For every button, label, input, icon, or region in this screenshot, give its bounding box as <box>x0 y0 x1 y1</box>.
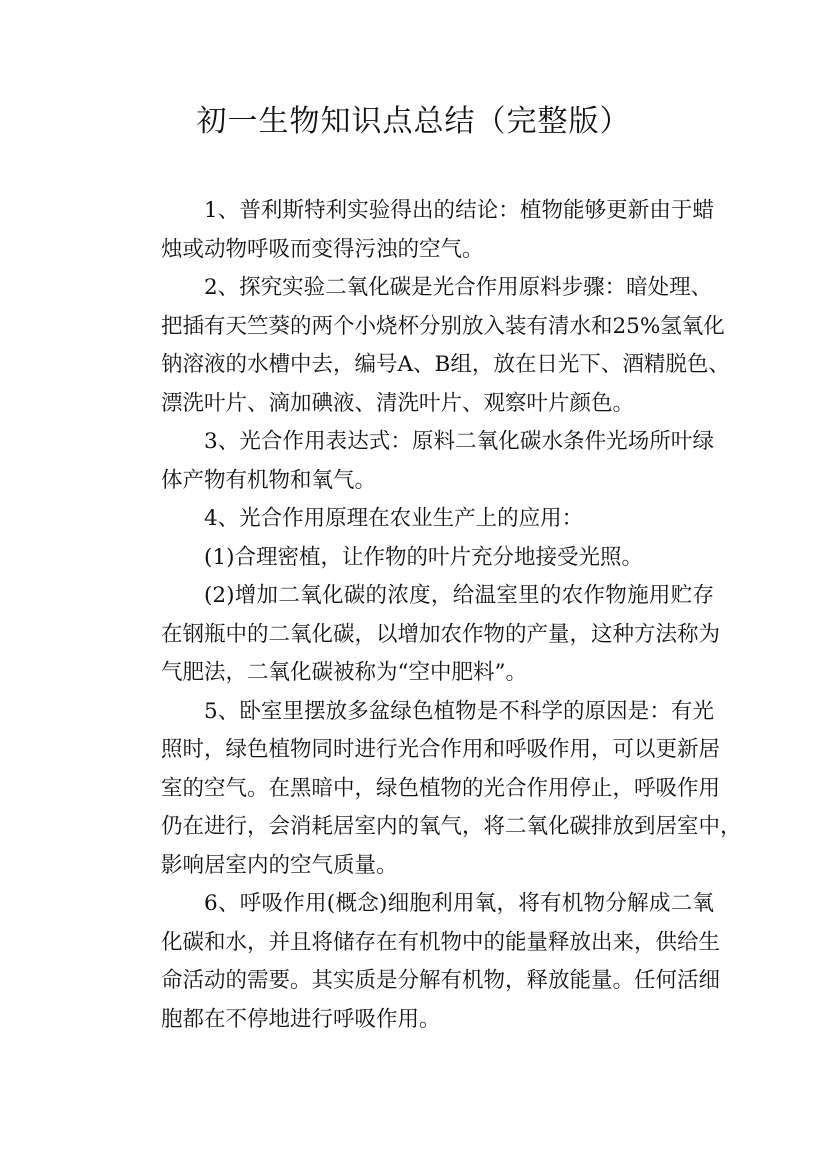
document-body <box>118 192 742 1039</box>
text-line: 5、卧室里摆放多盆绿色植物是不科学的原因是：有光 <box>204 698 714 724</box>
text-line: 4、光合作用原理在农业生产上的应用： <box>204 506 584 531</box>
text-line: 室的空气。在黑暗中，绿色植物的光合作用停止，呼吸作用 <box>161 775 721 801</box>
text-line: (1)合理密植，让作物的叶片充分地接受光照。 <box>204 544 643 570</box>
document-title: 初一生物知识点总结（完整版） <box>196 104 631 139</box>
text-line: 2、探究实验二氧化碳是光合作用原料步骤：暗处理、 <box>204 275 713 300</box>
paragraph-4-item-1 <box>118 539 714 578</box>
text-line: 在钢瓶中的二氧化碳，以增加农作物的产量，这种方法称为 <box>161 621 721 647</box>
text-line: 体产物有机物和氧气。 <box>161 467 377 493</box>
paragraph-6 <box>118 885 721 1039</box>
text-line: 化碳和水，并且将储存在有机物中的能量释放出来，供给生 <box>161 929 721 955</box>
text-line: 1、普利斯特利实验得出的结论：植物能够更新由于蜡 <box>204 198 714 223</box>
paragraph-2 <box>118 269 730 423</box>
text-line: 气肥法，二氧化碳被称为“空中肥料”。 <box>161 660 527 685</box>
paragraph-4-item-2 <box>118 577 721 693</box>
paragraph-3 <box>118 423 714 500</box>
text-line: 胞都在不停地进行呼吸作用。 <box>161 1006 441 1032</box>
text-line: 6、呼吸作用(概念)细胞利用氧，将有机物分解成二氧 <box>204 891 714 916</box>
text-line: 3、光合作用表达式：原料二氧化碳水条件光场所叶绿 <box>204 429 714 454</box>
paragraph-5 <box>118 693 742 886</box>
text-line: 仍在进行，会消耗居室内的氧气，将二氧化碳排放到居室中， <box>161 814 742 839</box>
paragraph-4 <box>118 500 714 539</box>
text-line: 漂洗叶片、滴加碘液、清洗叶片、观察叶片颜色。 <box>161 390 635 416</box>
text-line: 烛或动物呼吸而变得污浊的空气。 <box>161 236 484 262</box>
paragraph-1 <box>118 192 714 269</box>
text-line: (2)增加二氧化碳的浓度，给温室里的农作物施用贮存 <box>204 583 714 608</box>
text-line: 照时，绿色植物同时进行光合作用和呼吸作用，可以更新居 <box>161 737 721 762</box>
text-line: 钠溶液的水槽中去，编号A、B组，放在日光下、酒精脱色、 <box>161 352 730 377</box>
text-line: 命活动的需要。其实质是分解有机物，释放能量。任何活细 <box>161 968 721 993</box>
text-line: 把插有天竺葵的两个小烧杯分别放入装有清水和25%氢氧化 <box>161 313 725 339</box>
text-line: 影响居室内的空气质量。 <box>161 852 398 878</box>
